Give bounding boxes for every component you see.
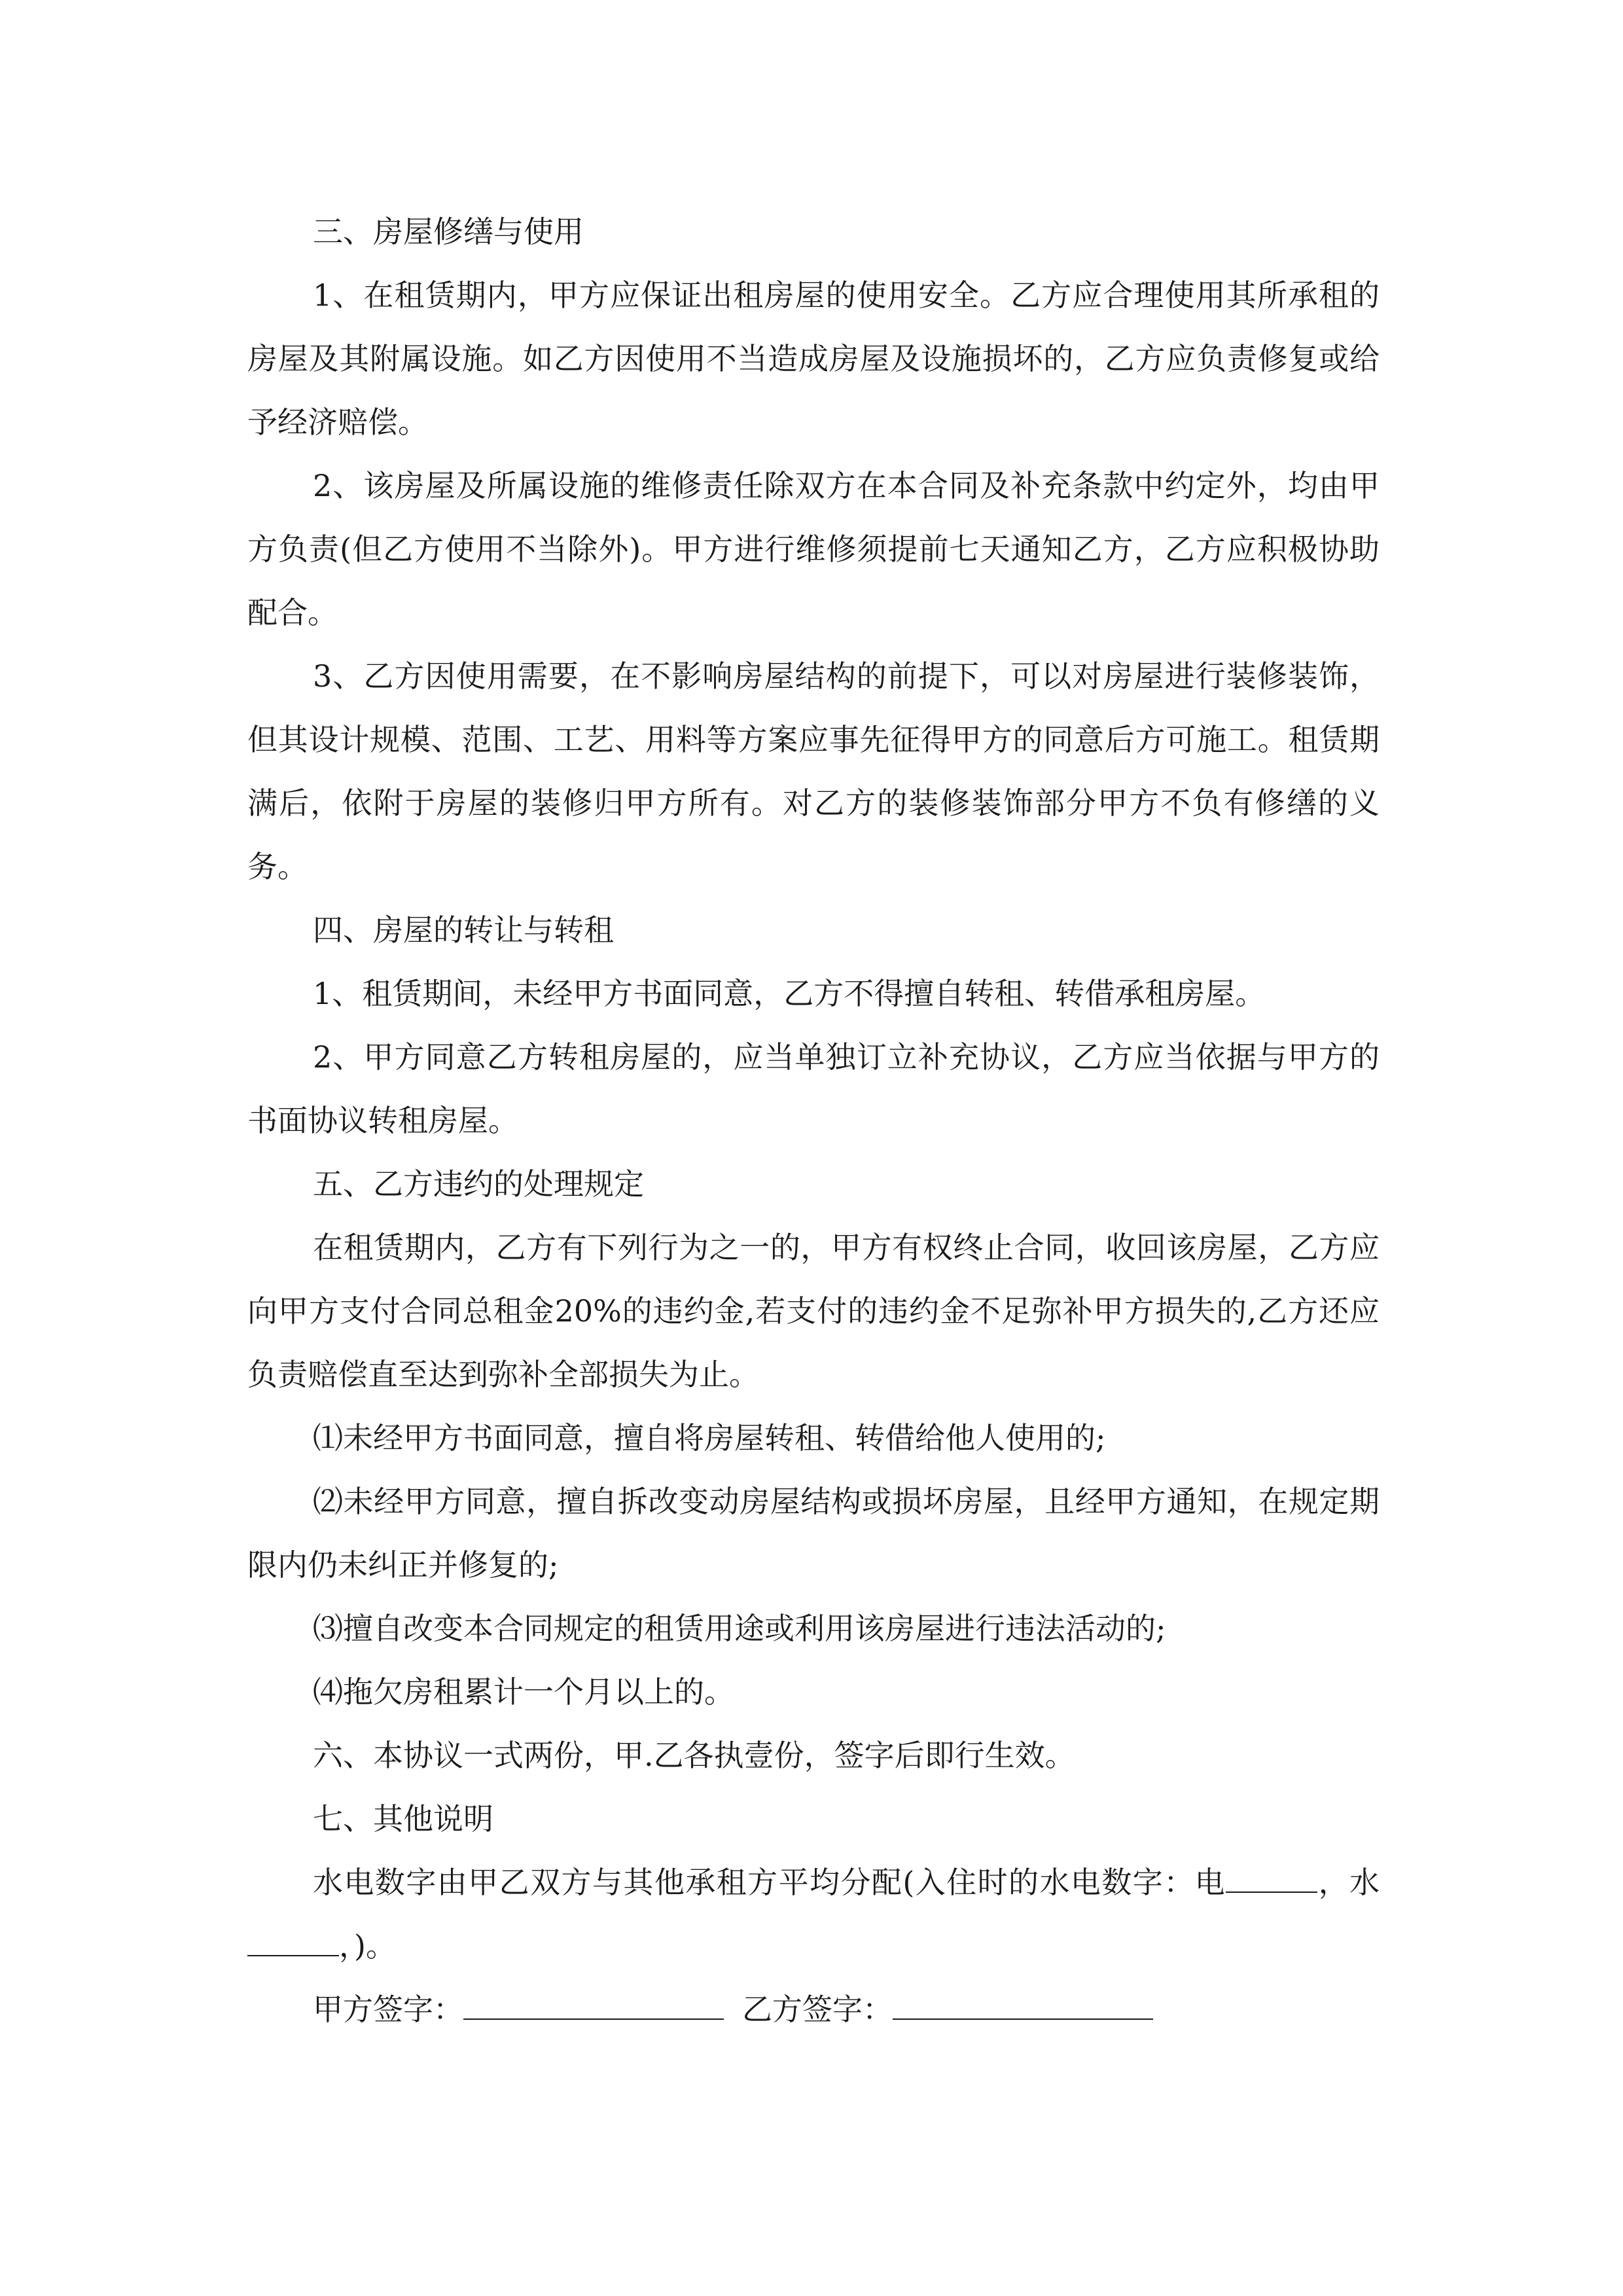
party-b-signature-label: 乙方签字：: [742, 1992, 893, 2027]
utilities-paragraph: [247, 1851, 1380, 1978]
section-heading-repair: 三、房屋修缮与使用: [313, 214, 584, 249]
breach-item: ⑴未经甲方书面同意，擅自将房屋转租、转借给他人使用的;: [313, 1420, 1106, 1456]
breach-item: ⑵未经甲方同意，擅自拆改变动房屋结构或损坏房屋，且经甲方通知，在规定期限内仍未纠正并修复的;: [247, 1484, 1380, 1583]
utilities-text: 水电数字由甲乙双方与其他承租方平均分配(入住时的水电数字：电: [313, 1865, 1226, 1900]
contract-body: [247, 200, 1380, 2041]
party-b-signature-line: [893, 1982, 1153, 2020]
electricity-blank: [1226, 1855, 1317, 1893]
utilities-end: ，)。: [339, 1928, 396, 1964]
clause-paragraph: 1、租赁期间，未经甲方书面同意，乙方不得擅自转租、转借承租房屋。: [313, 976, 1266, 1011]
party-a-signature-line: [463, 1982, 724, 2020]
section-heading-effect: 六、本协议一式两份，甲.乙各执壹份，签字后即行生效。: [313, 1738, 1075, 1773]
party-a-signature-label: 甲方签字：: [313, 1992, 463, 2027]
breach-item: ⑶擅自改变本合同规定的租赁用途或利用该房屋进行违法活动的;: [313, 1611, 1166, 1646]
water-label: 水: [1349, 1865, 1380, 1900]
signature-row: [247, 1978, 1380, 2041]
clause-paragraph: 在租赁期内，乙方有下列行为之一的，甲方有权终止合同，收回该房屋，乙方应向甲方支付合同总租金20%的违约金,若支付的违约金不足弥补甲方损失的,乙方还应负责赔偿直至达到弥补全部损失为止。: [247, 1230, 1380, 1392]
clause-paragraph: 2、该房屋及所属设施的维修责任除双方在本合同及补充条款中约定外，均由甲方负责(但乙方使用不当除外)。甲方进行维修须提前七天通知乙方，乙方应积极协助配合。: [247, 468, 1380, 630]
section-heading-other: 七、其他说明: [313, 1801, 493, 1837]
section-heading-sublease: 四、房屋的转让与转租: [313, 912, 614, 948]
clause-paragraph: 3、乙方因使用需要，在不影响房屋结构的前提下，可以对房屋进行装修装饰，但其设计规模、范围、工艺、用料等方案应事先征得甲方的同意后方可施工。租赁期满后，依附于房屋的装修归甲方所有。对乙方的装修装饰部分甲方不负有修缮的义务。: [247, 658, 1380, 884]
section-heading-breach: 五、乙方违约的处理规定: [313, 1166, 644, 1202]
water-blank: [247, 1918, 339, 1956]
clause-paragraph: 2、甲方同意乙方转租房屋的，应当单独订立补充协议，乙方应当依据与甲方的书面协议转租房屋。: [247, 1039, 1380, 1138]
utilities-comma: ，: [1317, 1865, 1350, 1900]
clause-paragraph: 1、在租赁期内，甲方应保证出租房屋的使用安全。乙方应合理使用其所承租的房屋及其附属设施。如乙方因使用不当造成房屋及设施损坏的，乙方应负责修复或给予经济赔偿。: [247, 278, 1380, 440]
breach-item: ⑷拖欠房租累计一个月以上的。: [313, 1674, 734, 1710]
